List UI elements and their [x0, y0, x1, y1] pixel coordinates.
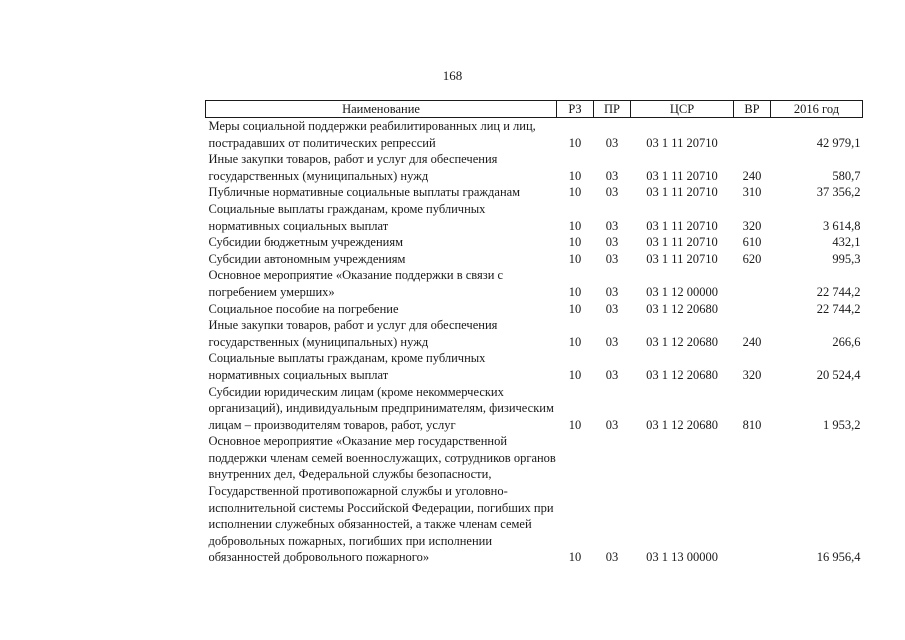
cell-csr: 03 1 11 20710	[646, 168, 718, 183]
cell-name: Меры социальной поддержки реабилитированных лиц и лиц, пострадавших от политических репрессий	[208, 119, 536, 150]
cell-pr: 03	[605, 367, 619, 382]
cell-pr: 03	[605, 185, 619, 200]
cell-rz: 10	[568, 417, 582, 432]
cell-vr: 810	[742, 417, 762, 432]
cell-pr: 03	[605, 550, 619, 565]
table-row	[206, 151, 863, 184]
cell-rz: 10	[568, 135, 582, 150]
table-row	[206, 118, 863, 152]
cell-name: Основное мероприятие «Оказание мер государственной поддержки членам семей военнослужащих, сотрудников органов внутренних дел, Федеральной службы безопасности, Государственной противопожарной службы и уголовно-исполнительной системы Российской Федерации, погибших при исполнении служебных обязанностей, а также членам семей добровольных пожарных, погибших при исполнении обязанностей добровольного пожарного»	[208, 434, 556, 565]
cell-name: Публичные нормативные социальные выплаты гражданам	[208, 185, 521, 200]
cell-sum: 3 614,8	[823, 218, 861, 233]
cell-csr: 03 1 12 20680	[646, 301, 718, 316]
header-csr: ЦСР	[631, 101, 734, 118]
header-row	[206, 101, 863, 118]
table-row	[206, 301, 863, 318]
cell-csr: 03 1 11 20710	[646, 218, 718, 233]
cell-csr: 03 1 12 20680	[646, 334, 718, 349]
page-number: 168	[442, 68, 463, 83]
cell-csr: 03 1 11 20710	[646, 185, 718, 200]
header-pr: ПР	[594, 101, 631, 118]
cell-csr: 03 1 12 00000	[646, 284, 718, 299]
cell-sum: 42 979,1	[816, 135, 861, 150]
header-name: Наименование	[206, 101, 557, 118]
cell-sum: 580,7	[832, 168, 861, 183]
cell-sum: 20 524,4	[816, 367, 861, 382]
table-row	[206, 433, 863, 566]
table-row	[206, 201, 863, 234]
cell-pr: 03	[605, 334, 619, 349]
cell-csr: 03 1 13 00000	[646, 550, 718, 565]
cell-pr: 03	[605, 417, 619, 432]
cell-csr: 03 1 11 20710	[646, 235, 718, 250]
cell-pr: 03	[605, 235, 619, 250]
cell-rz: 10	[568, 367, 582, 382]
cell-vr: 610	[742, 235, 762, 250]
cell-name: Субсидии бюджетным учреждениям	[208, 235, 404, 250]
table-row	[206, 317, 863, 350]
cell-vr	[734, 301, 771, 318]
cell-csr: 03 1 12 20680	[646, 417, 718, 432]
cell-name: Иные закупки товаров, работ и услуг для обеспечения государственных (муниципальных) нужд	[208, 152, 498, 183]
table-row	[206, 184, 863, 201]
header-rz: РЗ	[557, 101, 594, 118]
cell-rz: 10	[568, 334, 582, 349]
cell-rz: 10	[568, 185, 582, 200]
budget-table	[205, 100, 863, 566]
cell-sum: 37 356,2	[816, 185, 861, 200]
header-year: 2016 год	[771, 101, 863, 118]
cell-name: Субсидии автономным учреждениям	[208, 251, 406, 266]
table-row	[206, 350, 863, 383]
cell-pr: 03	[605, 301, 619, 316]
cell-sum: 995,3	[832, 251, 861, 266]
cell-name: Социальное пособие на погребение	[208, 301, 399, 316]
table-row	[206, 234, 863, 251]
cell-rz: 10	[568, 301, 582, 316]
cell-vr: 240	[742, 168, 762, 183]
table-row	[206, 251, 863, 268]
cell-pr: 03	[605, 135, 619, 150]
cell-vr	[734, 118, 771, 152]
cell-sum: 1 953,2	[823, 417, 861, 432]
cell-sum: 22 744,2	[816, 301, 861, 316]
cell-pr: 03	[605, 284, 619, 299]
cell-sum: 16 956,4	[816, 550, 861, 565]
cell-name: Субсидии юридическим лицам (кроме некоммерческих организаций), индивидуальным предпринимателям, физическим лицам – производителям товаров, работ, услуг	[208, 384, 554, 432]
cell-rz: 10	[568, 218, 582, 233]
cell-rz: 10	[568, 251, 582, 266]
cell-name: Основное мероприятие «Оказание поддержки в связи с погребением умерших»	[208, 268, 504, 299]
cell-vr	[734, 267, 771, 300]
cell-pr: 03	[605, 251, 619, 266]
table-body	[206, 118, 863, 567]
cell-vr: 320	[742, 367, 762, 382]
table-header	[206, 101, 863, 118]
cell-vr	[734, 433, 771, 566]
cell-sum: 432,1	[832, 235, 861, 250]
cell-pr: 03	[605, 218, 619, 233]
table-row	[206, 384, 863, 434]
cell-csr: 03 1 12 20680	[646, 367, 718, 382]
cell-rz: 10	[568, 235, 582, 250]
cell-csr: 03 1 11 20710	[646, 251, 718, 266]
table-row	[206, 267, 863, 300]
cell-vr: 320	[742, 218, 762, 233]
cell-vr: 310	[742, 185, 762, 200]
cell-name: Социальные выплаты гражданам, кроме публичных нормативных социальных выплат	[208, 201, 486, 233]
cell-rz: 10	[568, 284, 582, 299]
cell-vr: 240	[742, 334, 762, 349]
header-vr: ВР	[734, 101, 771, 118]
cell-rz: 10	[568, 550, 582, 565]
cell-vr: 620	[742, 251, 762, 266]
cell-sum: 22 744,2	[816, 284, 861, 299]
cell-name: Социальные выплаты гражданам, кроме публичных нормативных социальных выплат	[208, 351, 486, 382]
cell-csr: 03 1 11 20710	[646, 135, 718, 150]
cell-pr: 03	[605, 168, 619, 183]
cell-rz: 10	[568, 168, 582, 183]
cell-name: Иные закупки товаров, работ и услуг для обеспечения государственных (муниципальных) нужд	[208, 318, 498, 349]
cell-sum: 266,6	[832, 334, 861, 349]
